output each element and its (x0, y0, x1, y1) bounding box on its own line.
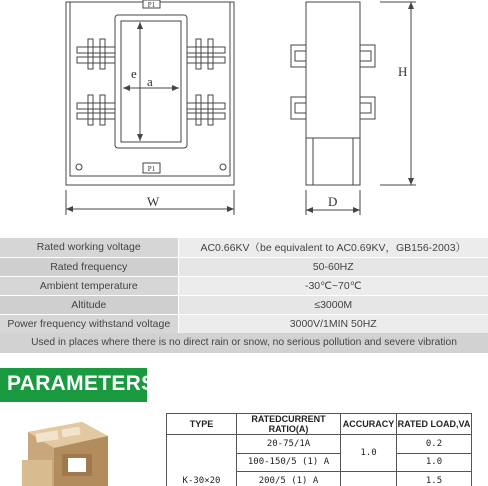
rating-header-row (167, 414, 472, 435)
dimension-d: D (328, 194, 338, 209)
ratio-cell: 20-75/1A (237, 435, 341, 454)
header-type: TYPE (167, 414, 237, 435)
header-load: RATED LOAD,VA (397, 414, 472, 435)
header-accuracy: ACCURACY (341, 414, 397, 435)
spec-label: Altitude (0, 295, 178, 314)
top-label-p1: P1 (147, 1, 156, 9)
spec-label: Rated working voltage (0, 238, 178, 257)
spec-value: ≤3000M (178, 295, 488, 314)
dimension-h: H (398, 64, 408, 79)
spec-table (0, 238, 488, 334)
load-cell: 1.5 (397, 472, 472, 486)
parameters-banner (0, 368, 156, 402)
bottom-label-p1: P1 (147, 165, 156, 173)
side-view-body (306, 2, 360, 185)
type-cell: K-30×20 (167, 435, 237, 486)
accuracy-cell-empty (341, 472, 397, 486)
parameters-title: PARAMETERS (7, 372, 156, 395)
usage-note: Used in places where there is no direct rain or snow, no serious pollution and severe vibration (0, 333, 488, 353)
spec-label: Ambient temperature (0, 276, 178, 295)
dimension-e: e (131, 66, 137, 81)
rating-table (166, 413, 472, 486)
load-cell: 0.2 (397, 435, 472, 454)
load-cell: 1.0 (397, 453, 472, 472)
spec-row (0, 257, 488, 276)
spec-label: Rated frequency (0, 257, 178, 276)
spec-value: -30℃~70℃ (178, 276, 488, 295)
spec-row (0, 314, 488, 333)
technical-drawing (0, 0, 488, 230)
spec-value: 3000V/1MIN 50HZ (178, 314, 488, 333)
front-view-frame (66, 2, 234, 185)
spec-row (0, 276, 488, 295)
ratio-cell: 100-150/5 (1) A (237, 453, 341, 472)
spec-value: AC0.66KV（be equivalent to AC0.69KV，GB156-2003） (178, 238, 488, 257)
ratio-cell: 200/5 (1) A (237, 472, 341, 486)
dimension-a: a (147, 74, 153, 89)
spec-value: 50-60HZ (178, 257, 488, 276)
table-row (167, 435, 472, 454)
spec-row (0, 238, 488, 257)
spec-label: Power frequency withstand voltage (0, 314, 178, 333)
spec-row (0, 295, 488, 314)
dimension-w: W (147, 194, 160, 209)
accuracy-cell: 1.0 (341, 435, 397, 472)
header-ratio: RATEDCURRENT RATIO(A) (237, 414, 341, 435)
product-photo (22, 418, 110, 486)
